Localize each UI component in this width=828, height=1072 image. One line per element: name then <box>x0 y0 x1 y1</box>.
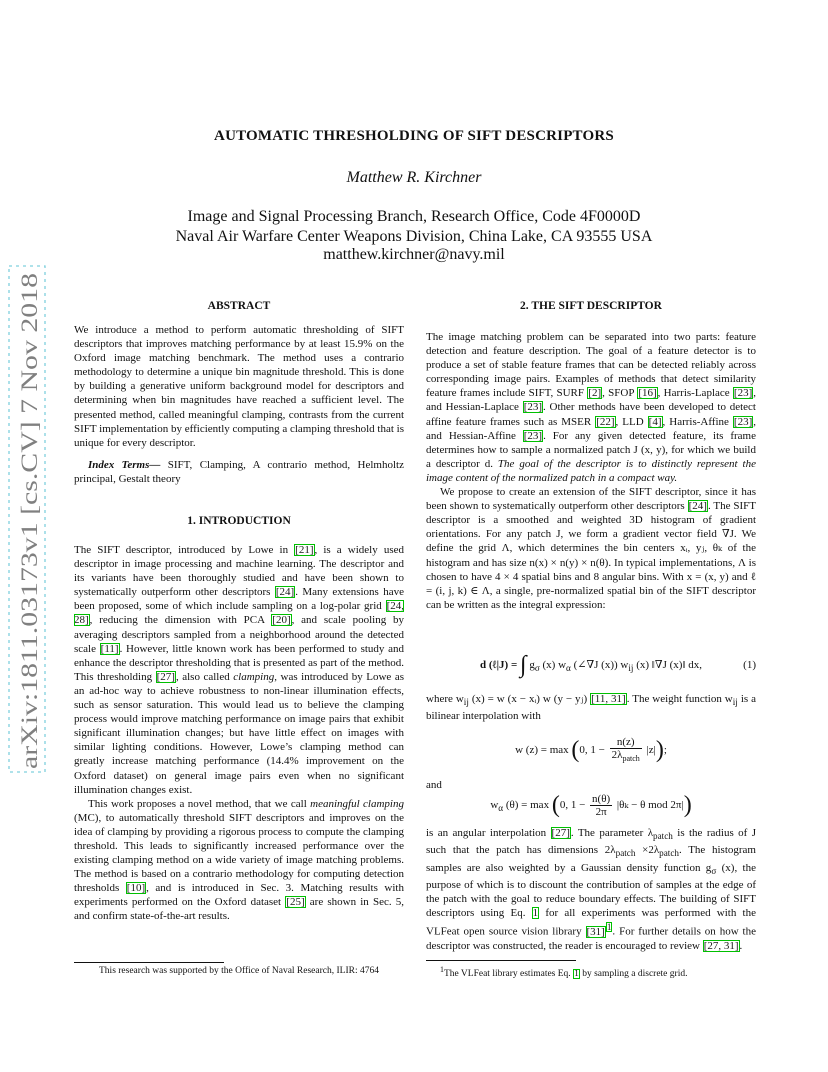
text-span: This work proposes a novel method, that we call <box>88 797 311 810</box>
citation-link[interactable]: [16] <box>638 387 657 400</box>
text-span: , was introduced by Lowe as an ad-hoc way to achieve robustness to non-linear illumination effects, such as sensor saturation. This would lead us to believe the clamping process would improve matching performance on image pairs that exhibit significant illumination changes; but have little effect on images with similar lighting conditions. However, Lowe’s clamping method can greatly increase matching performance (14.4% improvement on the Oxford dataset) on general image pairs even when no significant illumination changes exist. <box>74 670 404 796</box>
text-span: (x) = w (x − xᵢ) w (y − yⱼ) <box>468 693 591 705</box>
funding-footnote: This research was supported by the Office of Naval Research, ILIR: 4764 <box>99 966 379 976</box>
text-span: is a bilinear interpolation with <box>426 693 756 723</box>
text-span: (x), the purpose of which is to discount the contribution of samples at the edge of the patch with the goal to reduce boundary effects. The building of SIFT descriptors using Eq. <box>426 861 756 920</box>
eq1-term: g <box>529 659 535 672</box>
equation-ref-link[interactable]: 1 <box>574 969 579 980</box>
footnote-number: 1 <box>440 965 444 974</box>
text-span: . The weight function w <box>626 693 733 705</box>
citation-link[interactable]: [27, 31] <box>703 939 739 952</box>
eq2-den-text: 2λ <box>611 749 623 761</box>
text-span: . For further details on how the descriptor was constructed, the reader is encouraged to review <box>426 925 756 952</box>
text-span: , SFOP <box>602 387 638 400</box>
citation-link[interactable]: [4] <box>648 415 662 428</box>
citation-link[interactable]: [23] <box>733 415 753 428</box>
subscript: patch <box>659 848 679 859</box>
text-span: We propose to create an extension of the SIFT descriptor, since it has been shown to systematically outperform other descriptors <box>426 486 756 513</box>
text-span: , and scale pooling by averaging descriptors sampled from a neighborhood around the detected scale <box>74 614 405 655</box>
eq3-term: |θₖ − θ mod 2π| <box>616 799 684 812</box>
text-span: The VLFeat library estimates Eq. <box>443 969 574 980</box>
eq2-lhs: w (z) = max <box>515 744 569 757</box>
citation-link[interactable]: [21] <box>295 544 314 556</box>
eq3-term: 0, 1 − <box>559 799 586 812</box>
text-span: is an angular interpolation <box>426 827 551 839</box>
text-span: are shown in Sec. 5, and confirm state-of-the-art results. <box>74 896 404 923</box>
text-span: , Harris-Affine <box>662 415 733 428</box>
arxiv-side-stamp <box>2 264 52 774</box>
equation-2 <box>426 736 756 765</box>
text-span: , Harris-Laplace <box>657 387 733 400</box>
citation-link[interactable]: [20] <box>272 614 291 627</box>
introduction-heading: 1. INTRODUCTION <box>187 515 291 527</box>
eq2-den-sub: patch <box>622 754 640 764</box>
author-email: matthew.kirchner@navy.mil <box>323 246 505 263</box>
eq1-term: (x) w <box>539 659 567 672</box>
eq3-denominator: 2π <box>595 806 607 818</box>
text-span: . Many extensions have been proposed, some of which include sampling on a log-polar grid <box>74 586 404 613</box>
text-span: , and Hessian-Laplace <box>426 387 756 414</box>
eq3-fraction <box>590 793 612 818</box>
eq3-sub: α <box>498 803 504 814</box>
text-span: (MC), to automatically threshold SIFT descriptors and improves on the idea of clamping by providing a rigorous process to compute the clamping threshold. This leads to significantly increased performance over the existing clamping method on a wide variety of image matching problems. The method is based on a contrario methodology for computing detection thresholds <box>74 811 404 895</box>
equation-1 <box>426 652 756 679</box>
footnote-rule-left <box>74 962 224 963</box>
text-span: ×2λ <box>635 844 660 857</box>
text-span: , reducing the dimension with PCA <box>89 614 272 627</box>
citation-link[interactable]: [10] <box>126 882 146 895</box>
text-span: , LLD <box>615 415 648 428</box>
citation-link[interactable]: [2] <box>588 387 602 400</box>
citation-link[interactable]: [23] <box>523 401 543 414</box>
eq3-lhs: w <box>490 799 499 812</box>
citation-link[interactable]: [24] <box>688 500 707 513</box>
vlfeat-footnote <box>440 965 756 979</box>
eq2-denominator <box>610 749 642 765</box>
citation-link[interactable]: [23] <box>523 429 543 442</box>
footnote-rule-right <box>426 960 576 961</box>
index-terms-text: SIFT, Clamping, A contrario method, Helmholtz principal, Gestalt theory <box>74 458 404 485</box>
introduction-body <box>74 543 404 924</box>
paper-title: AUTOMATIC THRESHOLDING OF SIFT DESCRIPTORS <box>214 128 614 144</box>
eq2-term: 0, 1 − <box>579 744 605 757</box>
arxiv-identifier: arXiv:1811.03173v1 [cs.CV] 7 Nov 2018 <box>17 386 42 769</box>
text-span: , and is introduced in Sec. 3. Matching results with experiments performed on the Oxford dataset <box>74 882 404 909</box>
subscript: ij <box>463 697 469 708</box>
right-paren: ) <box>655 737 664 764</box>
subscript: σ <box>711 865 717 876</box>
text-span: is the radius of J such that the patch has dimensions 2λ <box>426 827 756 857</box>
intro-paragraph-1 <box>74 543 404 797</box>
text-span: The SIFT descriptor, introduced by Lowe in <box>74 544 295 556</box>
subscript: patch <box>653 831 673 842</box>
abstract-text: We introduce a method to perform automatic thresholding of SIFT descriptors that improves matching performance by at least 15.9% on the Oxford image matching benchmark. The method uses a contrario methodology to determine a unique bin magnitude threshold. This is done by building a generative uniform background model for descriptors and determining when bin magnitudes have reached a sufficient level. The presented method, called meaningful clamping, contrasts from the current SIFT implementation by efficiently computing a clamping threshold that is unique for every descriptor. <box>74 324 404 449</box>
citation-link[interactable]: [24] <box>275 586 295 599</box>
text-span: . However, little known work has been performed to study and enhance the descriptor thresholding that is presented as part of the method. This thresholding <box>74 642 404 683</box>
affiliation-line-2: Naval Air Warfare Center Weapons Division, China Lake, CA 93555 USA <box>175 228 653 245</box>
sift-section-body <box>426 330 756 612</box>
eq1-term: (∠∇J (x)) w <box>570 659 629 672</box>
subscript: patch <box>615 848 636 859</box>
citation-link[interactable]: [23] <box>733 387 753 400</box>
citation-link[interactable]: [31] <box>586 925 605 938</box>
sift-section-heading: 2. THE SIFT DESCRIPTOR <box>520 300 662 312</box>
eq2-fraction <box>610 736 642 765</box>
text-span: . The histogram samples are also weighted by a Gaussian density function g <box>426 844 756 874</box>
goal-statement: The goal of the descriptor is to distinctly represent the image content of the normalized patch in a compact way. <box>426 457 756 484</box>
eq2-numerator: n(z) <box>610 736 642 749</box>
sift-paragraph-4 <box>426 826 756 953</box>
text-span: , is a widely used descriptor in image processing and machine learning. The descriptor and its variants have been thoroughly studied and have been shown to systematically outperform other descriptors <box>74 544 404 599</box>
text-span: . Other methods have been developed to detect affine feature frames such as MSER <box>426 401 756 428</box>
weight-function-text <box>426 692 756 723</box>
text-span: . The parameter λ <box>570 827 654 839</box>
text-span: . <box>739 939 743 952</box>
text-span: where w <box>426 693 464 705</box>
citation-link[interactable]: [11] <box>100 642 119 655</box>
text-span: , and Hessian-Affine <box>426 415 756 442</box>
text-span: for all experiments was performed with the VLFeat open source vision library <box>426 907 756 938</box>
citation-link[interactable]: [25] <box>286 896 305 909</box>
intro-paragraph-2 <box>74 797 404 924</box>
equation-3 <box>426 792 756 819</box>
meaningful-clamping-term: meaningful clamping <box>310 797 404 810</box>
equation-number: (1) <box>743 659 756 671</box>
index-terms <box>74 458 404 486</box>
affiliation-line-1: Image and Signal Processing Branch, Research Office, Code 4F0000D <box>187 208 641 225</box>
citation-link[interactable]: [22] <box>596 415 615 428</box>
eq1-sub: ij <box>628 663 634 674</box>
eq3-lhs: (θ) = max <box>503 799 550 812</box>
eq3-numerator: n(θ) <box>592 793 611 805</box>
citation-link[interactable]: [24, 28] <box>74 600 404 627</box>
sift-paragraph-3 <box>426 692 756 723</box>
and-word: and <box>426 779 442 791</box>
text-span: , also called <box>175 670 234 683</box>
text-span: . The SIFT descriptor is a smoothed and weighted 3D histogram of gradient orientations. For any patch J, we form a gradient vector field ∇J. We define the grid Λ, which determines the bin centers xᵢ, yⱼ, θₖ of the histogram and has size n(x) × n(y) × n(θ). In typical implementations, Λ is chosen to have 4 × 4 spatial bins and 8 angular bins. With x = (x, y) and ℓ = (i, j, k) ∈ Λ, a single, pre-normalized spatial bin of the SIFT descriptor can be written as the integral expression: <box>426 500 756 611</box>
clamping-term: clamping <box>233 670 275 683</box>
text-span: The image matching problem can be separated into two parts: feature detection and feature description. The goal of a feature detector is to produce a set of stable feature frames that can be detected reliably across corresponding image pairs. Examples of methods that detect similarity feature frames include SIFT, SURF <box>426 331 756 400</box>
eq2-term: |z| <box>646 744 656 757</box>
equation-ref-link[interactable]: 1 <box>532 907 539 920</box>
index-terms-label: Index Terms— <box>88 458 161 471</box>
eq1-lhs: d (ℓ|J) = <box>479 659 518 672</box>
footnote-ref-link[interactable]: 1 <box>606 922 612 933</box>
text-span: by sampling a discrete grid. <box>579 969 688 980</box>
eq1-sub: α <box>566 663 571 674</box>
abstract-body <box>74 323 404 486</box>
citation-link[interactable]: [11, 31] <box>591 693 626 705</box>
subscript: ij <box>732 697 738 708</box>
citation-link[interactable]: [27] <box>156 670 175 683</box>
angular-interpolation-text <box>426 826 756 953</box>
citation-link[interactable]: [27] <box>551 827 570 839</box>
abstract-heading: ABSTRACT <box>207 300 271 312</box>
text-span: . For any given detected feature, its frame determines how to sample a normalized patch J (x, y), for which we build a descriptor d. <box>426 429 756 470</box>
eq1-sub: σ <box>534 663 540 674</box>
left-paren: ( <box>551 792 560 818</box>
right-paren: ) <box>683 792 692 818</box>
eq2-term: ; <box>663 744 667 757</box>
sift-paragraph-2 <box>426 485 756 612</box>
author-name: Matthew R. Kirchner <box>346 169 482 186</box>
integral-symbol: ∫ <box>519 652 527 678</box>
sift-paragraph-1 <box>426 330 756 485</box>
eq1-term: (x) ‖∇J (x)‖ dx, <box>633 659 703 672</box>
left-paren: ( <box>571 737 580 764</box>
